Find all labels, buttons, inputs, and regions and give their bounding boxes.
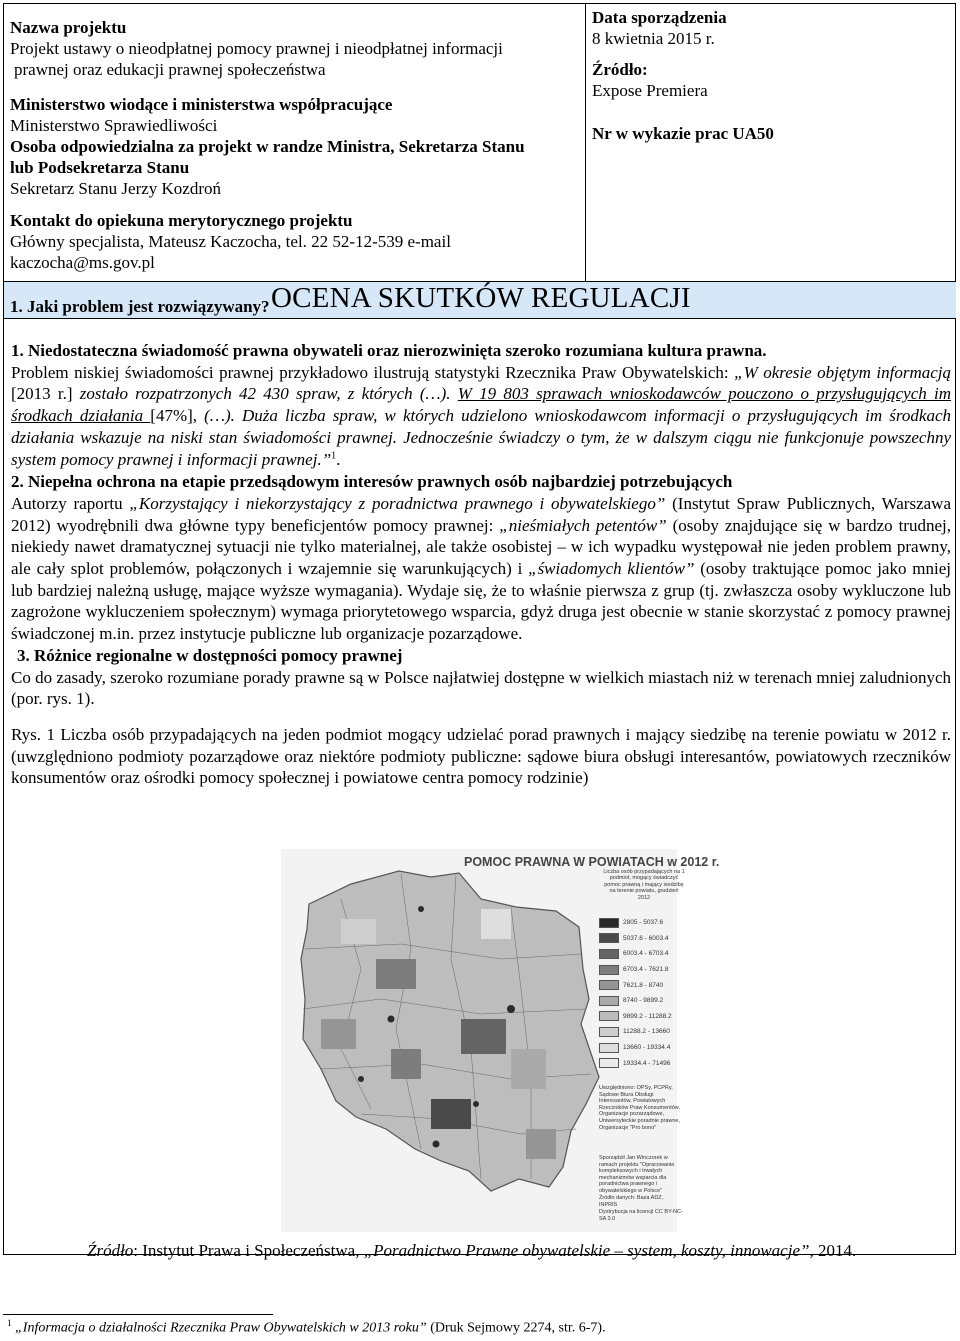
map-legend: [599, 915, 672, 1071]
ministry-label: Ministerstwo wiodące i ministerstwa współpracujące: [10, 95, 393, 114]
legend-swatch: [599, 1027, 619, 1037]
legend-label: 5037.6 - 6003.4: [623, 934, 669, 942]
legend-swatch: [599, 1011, 619, 1021]
map-note-license: Dystrybucja na licencji CC BY-NC-SA 3.0: [599, 1209, 683, 1222]
legend-label: 6703.4 - 7621.8: [623, 966, 669, 974]
map-title: POMOC PRAWNA W POWIATACH w 2012 r.: [464, 855, 720, 869]
figure-source-line: Źródło: Instytut Prawa i Społeczeństwa, „Poradnictwo Prawne obywatelskie – system, koszty, innowacje”, 2014.: [87, 1241, 857, 1260]
project-name-line-2: prawnej oraz edukacji prawnej społeczeństwa: [14, 60, 326, 79]
legend-entry: [599, 1024, 672, 1040]
legend-entry: [599, 993, 672, 1009]
legend-swatch: [599, 949, 619, 959]
date-value: 8 kwietnia 2015 r.: [592, 29, 715, 48]
footnote: $^1$ „Informacja o działalności Rzecznika Praw Obywatelskich w 2013 roku” (Druk Sejmowy 2274, str. 6-7).: [7, 1318, 606, 1336]
section-2-paragraph: Autorzy raportu „Korzystający i niekorzystający z poradnictwa prawnego i obywatelskiego” (Instytut Spraw Publicznych, Warszawa 2012) wyodrębnili dwa główne typy beneficjentów pomocy prawnej: „nieśmiałych petentów” (osoby znajdujące się w bardzo trudnej, niekiedy nawet dramatycznej sytuacji nie tylko materialnej, ale także osobistej – w ich wypadku występował nie jeden problem prawny, ale cały splot problemów, połączonych i wzajemnie się warunkujących) i „świadomych klientów” (osoby traktujące pomoc jako mniej lub bardziej należną usługę, mające wyższe wymagania). Wydaje się, że to właśnie pierwsza z grup (tj. zwłaszcza osoby wykluczone lub zagrożone wykluczeniem społecznym) wymaga priorytetowego wsparcia, gdyż druga jest obecnie w stanie skorzystać z pomocy prawnej świadczonej m.in. przez instytucje publiczne lub organizacje pozarządowe.: [11, 493, 951, 644]
legend-entry: [599, 915, 672, 931]
project-name-line-1: Projekt ustawy o nieodpłatnej pomocy prawnej i nieodpłatnej informacji: [10, 39, 503, 58]
responsible-value: Sekretarz Stanu Jerzy Kozdroń: [10, 179, 222, 198]
document-frame: [3, 3, 956, 1260]
project-name-label: Nazwa projektu: [10, 18, 127, 37]
title-band: [4, 281, 956, 319]
responsible-label-2: lub Podsekretarza Stanu: [10, 158, 190, 177]
legend-label: 2805 - 5037.6: [623, 919, 664, 927]
page-title: OCENA SKUTKÓW REGULACJI: [271, 282, 691, 314]
list-number: Nr w wykazie prac UA50: [592, 124, 774, 143]
map-note-data-source: Źródło danych: Baza ADZ, INPRIS: [599, 1195, 664, 1208]
legend-entry: [599, 931, 672, 947]
header-left-cell: [4, 4, 586, 281]
source-value: Expose Premiera: [592, 81, 708, 100]
legend-label: 7621.8 - 8740: [623, 981, 664, 989]
legend-label: 19334.4 - 71496: [623, 1059, 671, 1067]
legend-swatch: [599, 1043, 619, 1053]
footnote-rule: [3, 1314, 273, 1315]
legend-entry: [599, 1055, 672, 1071]
section-3-paragraph: Co do zasady, szeroko rozumiane porady prawne są w Polsce najłatwiej dostępne w wielkich miastach niż w terenach mniej zaludnionych (por. rys. 1).: [11, 667, 951, 709]
legend-entry: [599, 946, 672, 962]
legend-label: 8740 - 9899.2: [623, 997, 664, 1005]
legend-swatch: [599, 996, 619, 1006]
section-1-paragraph: Problem niskiej świadomości prawnej przykładowo ilustrują statystyki Rzecznika Praw Obywatelskich: „W okresie objętym informacją [2013 r.] zostało rozpatrzonych 42 430 spraw, z których (…). W 19 803 sprawach wnioskodawców pouczono o przysługujących im środkach działania [47%], (…). Duża liczba spraw, w których udzielono wnioskodawcom informacji o przysługujących im środkach działania wskazuje na niski stan świadomości prawnej. Jednocześnie świadczy o tym, że w dalszym ciągu nie funkcjonuje powszechny system pomocy prawnej i informacji prawnej.”$^1$.: [11, 362, 951, 469]
contact-email: kaczocha@ms.gov.pl: [10, 253, 155, 272]
figure-caption: Rys. 1 Liczba osób przypadających na jeden podmiot mogący udzielać porad prawnych i mający siedzibę na terenie powiatu w 2012 r. (uwzględniono podmioty pozarządowe oraz niektóre podmioty publiczne: sądowe biura obsługi interesantów, powiatowych rzeczników konsumentów oraz ośrodki pomocy społecznej i powiatowe centra pomocy rodzinie): [11, 724, 951, 788]
poland-legal-aid-map: [281, 849, 720, 1232]
legend-entry: [599, 962, 672, 978]
legend-swatch: [599, 918, 619, 928]
section-2-heading: 2. Niepełna ochrona na etapie przedsądowym interesów prawnych osób najbardziej potrzebujących: [11, 472, 733, 492]
section-1-heading: 1. Niedostateczna świadomość prawna obywateli oraz nierozwinięta szeroko rozumiana kultura prawna.: [11, 341, 767, 360]
legend-label: 13660 - 19334.4: [623, 1044, 671, 1052]
legend-entry: [599, 1040, 672, 1056]
legend-label: 6003.4 - 6703.4: [623, 950, 669, 958]
contact-label: Kontakt do opiekuna merytorycznego projektu: [10, 211, 353, 230]
footnote-ref: 1: [331, 449, 337, 461]
legend-entry: [599, 977, 672, 993]
map-note-author: Sporządził Jan Winczorek w ramach projektu "Opracowanie kompleksowych i trwałych mechanizmów wsparcia dla poradnictwa prawnego i obywatelskiego w Polsce": [599, 1155, 675, 1194]
question-heading: 1. Jaki problem jest rozwiązywany?: [10, 297, 270, 316]
legend-label: 11288.2 - 13660: [623, 1028, 670, 1036]
responsible-label-1: Osoba odpowiedzialna za projekt w randze Ministra, Sekretarza Stanu: [10, 137, 525, 156]
legend-entry: [599, 1009, 672, 1025]
legend-swatch: [599, 980, 619, 990]
legend-label: 9899.2 - 11288.2: [623, 1012, 672, 1020]
ministry-value: Ministerstwo Sprawiedliwości: [10, 116, 218, 135]
map-note-included: Uwzględniono: OPSy, PCPRy, Sądowe Biura Obsługi Interesantów, Powiatowych Rzeczników Praw Konsumentów, Organizacje pozarządowe, Uniwersyteckie poradnie prawne, Organizacje "Pro bono": [599, 1085, 681, 1131]
source-label: Źródło:: [592, 60, 648, 79]
legend-swatch: [599, 965, 619, 975]
document-body: [11, 340, 951, 789]
date-label: Data sporządzenia: [592, 8, 727, 27]
contact-line-1: Główny specjalista, Mateusz Kaczocha, tel. 22 52-12-539 e-mail: [10, 232, 451, 251]
legend-swatch: [599, 933, 619, 943]
legend-swatch: [599, 1058, 619, 1068]
header-right-cell: [586, 4, 956, 281]
section-3-heading: 3. Różnice regionalne w dostępności pomocy prawnej: [17, 645, 403, 665]
map-legend-intro: Liczba osób przypadających na 1 podmiot, mogący świadczyć pomoc prawną i mający siedzibę na terenie powiatu, grudzień 2012: [603, 869, 685, 901]
